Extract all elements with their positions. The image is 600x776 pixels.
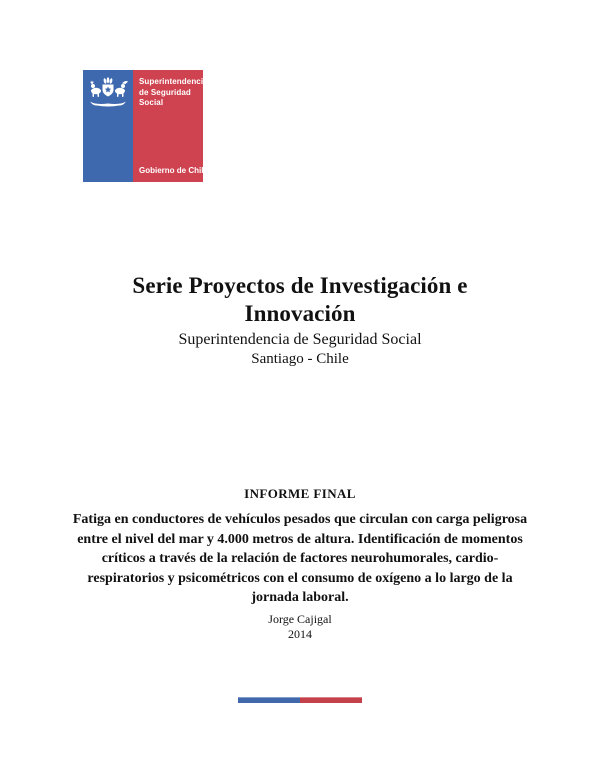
logo-government-label: Gobierno de Chile	[139, 166, 208, 175]
author-block	[0, 612, 600, 642]
report-year: 2014	[288, 627, 312, 641]
logo-blue-panel	[83, 70, 133, 182]
author-name: Jorge Cajigal	[268, 612, 332, 626]
logo-name-line3: Social	[139, 98, 164, 107]
logo-name-line1: Superintendencia	[139, 77, 208, 86]
chile-coat-of-arms-icon	[87, 77, 129, 109]
series-title-line2: Innovación	[244, 301, 356, 326]
abstract-line: entre el nivel del mar y 4.000 metros de altura. Identificación de momentos	[77, 531, 523, 547]
abstract-line: jornada laboral.	[251, 590, 349, 606]
report-heading: INFORME FINAL	[244, 486, 356, 501]
sss-logo	[83, 70, 208, 182]
footer-flag-bar	[238, 697, 362, 703]
footer-bar-blue	[238, 697, 300, 703]
series-title	[0, 272, 600, 328]
series-title-line1: Serie Proyectos de Investigación e	[132, 273, 468, 298]
logo-institution-name	[139, 77, 208, 109]
abstract-line: críticos a través de la relación de factores neurohumorales, cardio-	[101, 551, 499, 567]
report-abstract	[0, 510, 600, 608]
abstract-line: respiratorios y psicométricos con el consumo de oxígeno a lo largo de la	[87, 570, 513, 586]
logo-name-line2: de Seguridad	[139, 87, 191, 97]
footer-bar-red	[300, 697, 362, 703]
abstract-line: Fatiga en conductores de vehículos pesados que circulan con carga peligrosa	[72, 512, 528, 527]
subtitle-institution: Superintendencia de Seguridad Social	[178, 331, 422, 348]
subtitle-location: Santiago - Chile	[251, 351, 349, 367]
series-subtitle	[0, 330, 600, 369]
logo-red-panel	[133, 70, 208, 182]
